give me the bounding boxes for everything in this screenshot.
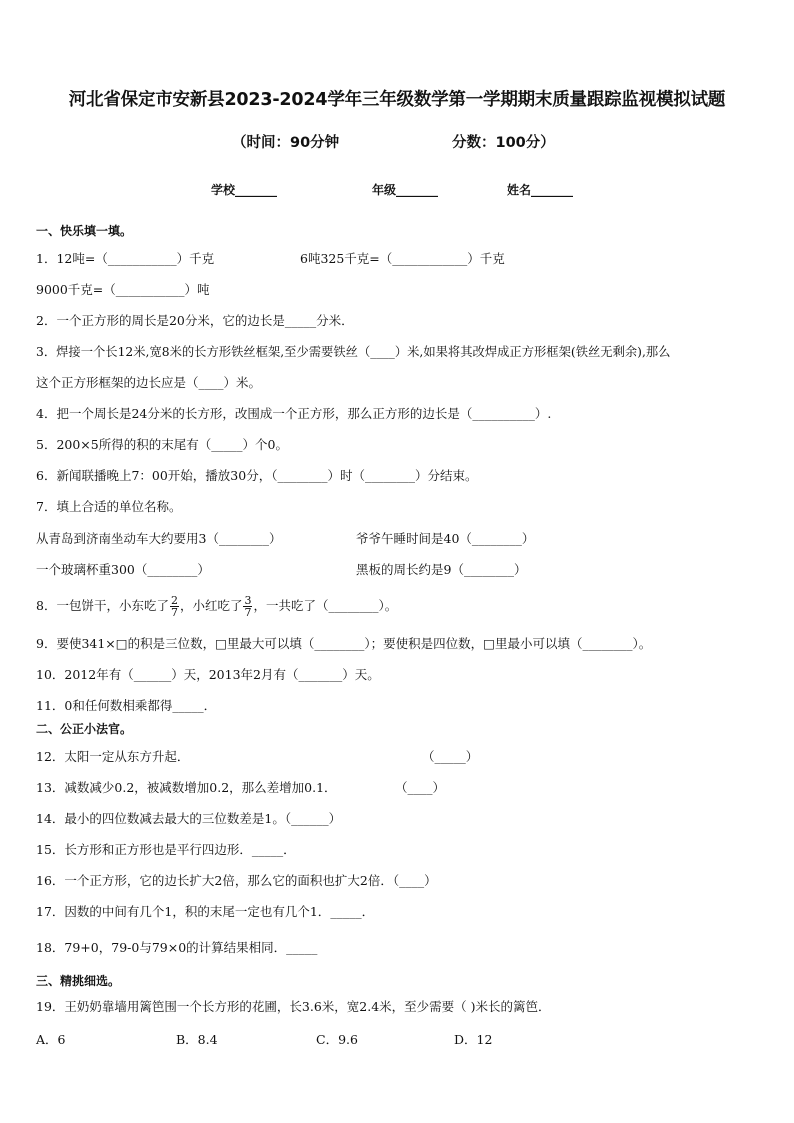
school-field: 学校_______ [211, 183, 278, 197]
section-heading-2: 二、公正小法官。 [36, 722, 133, 736]
question-13: 13．减数减少0.2，被减数增加0.2，那么差增加0.1． [36, 780, 337, 795]
exam-time: （时间：90分钟 [232, 135, 340, 151]
question-9: 9．要使341×□的积是三位数，□里最大可以填（________）；要使积是四位数，□里最小可以填（________）。 [36, 636, 652, 651]
fraction-2-7 [170, 595, 179, 618]
option-b: B．8.4 [176, 1032, 218, 1047]
question-7a: 从青岛到济南坐动车大约要用3（________） [36, 531, 282, 546]
question-5: 5．200×5所得的积的末尾有（_____）个0。 [36, 437, 288, 452]
question-1c: 9000千克=（___________）吨 [36, 282, 210, 297]
section-heading-1: 一、快乐填一填。 [36, 224, 133, 238]
question-7b: 爷爷午睡时间是40（________） [356, 531, 535, 546]
name-field: 姓名_______ [507, 183, 574, 197]
option-c: C．9.6 [316, 1032, 358, 1047]
fraction-denominator: 7 [170, 606, 178, 619]
question-1b: 6吨325千克=（____________）千克 [300, 251, 505, 266]
question-8-text-3: ，一共吃了（________）。 [253, 598, 398, 613]
fraction-numerator: 2 [170, 594, 178, 607]
question-12: 12．太阳一定从东方升起． [36, 749, 190, 764]
exam-score: 分数：100分） [452, 135, 555, 151]
question-3b: 这个正方形框架的边长应是（____）米。 [36, 375, 262, 390]
question-14: 14．最小的四位数减去最大的三位数差是1。（______） [36, 811, 342, 826]
question-1a: 1．12吨=（___________）千克 [36, 251, 215, 266]
question-13-blank: （____） [395, 780, 446, 795]
question-8 [36, 591, 397, 621]
question-17: 17．因数的中间有几个1，积的末尾一定也有几个1．_____． [36, 904, 375, 919]
question-6: 6．新闻联播晚上7：00开始，播放30分，（________）时（________）分结束。 [36, 468, 478, 483]
question-7: 7．填上合适的单位名称。 [36, 499, 182, 514]
question-3a: 3．焊接一个长12米,宽8米的长方形铁丝框架,至少需要铁丝（____）米,如果将其改焊成正方形框架(铁丝无剩余),那么 [36, 345, 671, 359]
question-2: 2．一个正方形的周长是20分米，它的边长是_____分米． [36, 313, 354, 328]
question-10: 10．2012年有（______）天，2013年2月有（_______）天。 [36, 667, 380, 682]
question-15: 15．长方形和正方形也是平行四边形．_____． [36, 842, 296, 857]
fraction-numerator: 3 [244, 594, 252, 607]
option-a: A．6 [36, 1032, 66, 1047]
question-18: 18．79+0，79-0与79×0的计算结果相同．_____ [36, 940, 318, 955]
section-heading-3: 三、精挑细选。 [36, 974, 121, 988]
question-8-text-1: 8．一包饼干，小东吃了 [36, 598, 169, 613]
question-4: 4．把一个周长是24分米的长方形，改围成一个正方形，那么正方形的边长是（__________）. [36, 406, 552, 421]
question-16: 16．一个正方形，它的边长扩大2倍，那么它的面积也扩大2倍．（____） [36, 873, 437, 888]
option-d: D．12 [454, 1032, 493, 1047]
fraction-3-7 [243, 595, 252, 618]
exam-title: 河北省保定市安新县2023-2024学年三年级数学第一学期期末质量跟踪监视模拟试题 [68, 90, 726, 110]
question-12-blank: （_____） [422, 749, 479, 764]
question-7c: 一个玻璃杯重300（________） [36, 562, 210, 577]
fraction-denominator: 7 [244, 606, 252, 619]
question-7d: 黑板的周长约是9（________） [356, 562, 527, 577]
question-19: 19．王奶奶靠墙用篱笆围一个长方形的花圃，长3.6米，宽2.4米，至少需要（ )米长的篱笆． [36, 999, 551, 1014]
question-11: 11．0和任何数相乘都得_____． [36, 698, 217, 713]
question-8-text-2: ，小红吃了 [179, 598, 243, 613]
grade-field: 年级_______ [372, 183, 439, 197]
